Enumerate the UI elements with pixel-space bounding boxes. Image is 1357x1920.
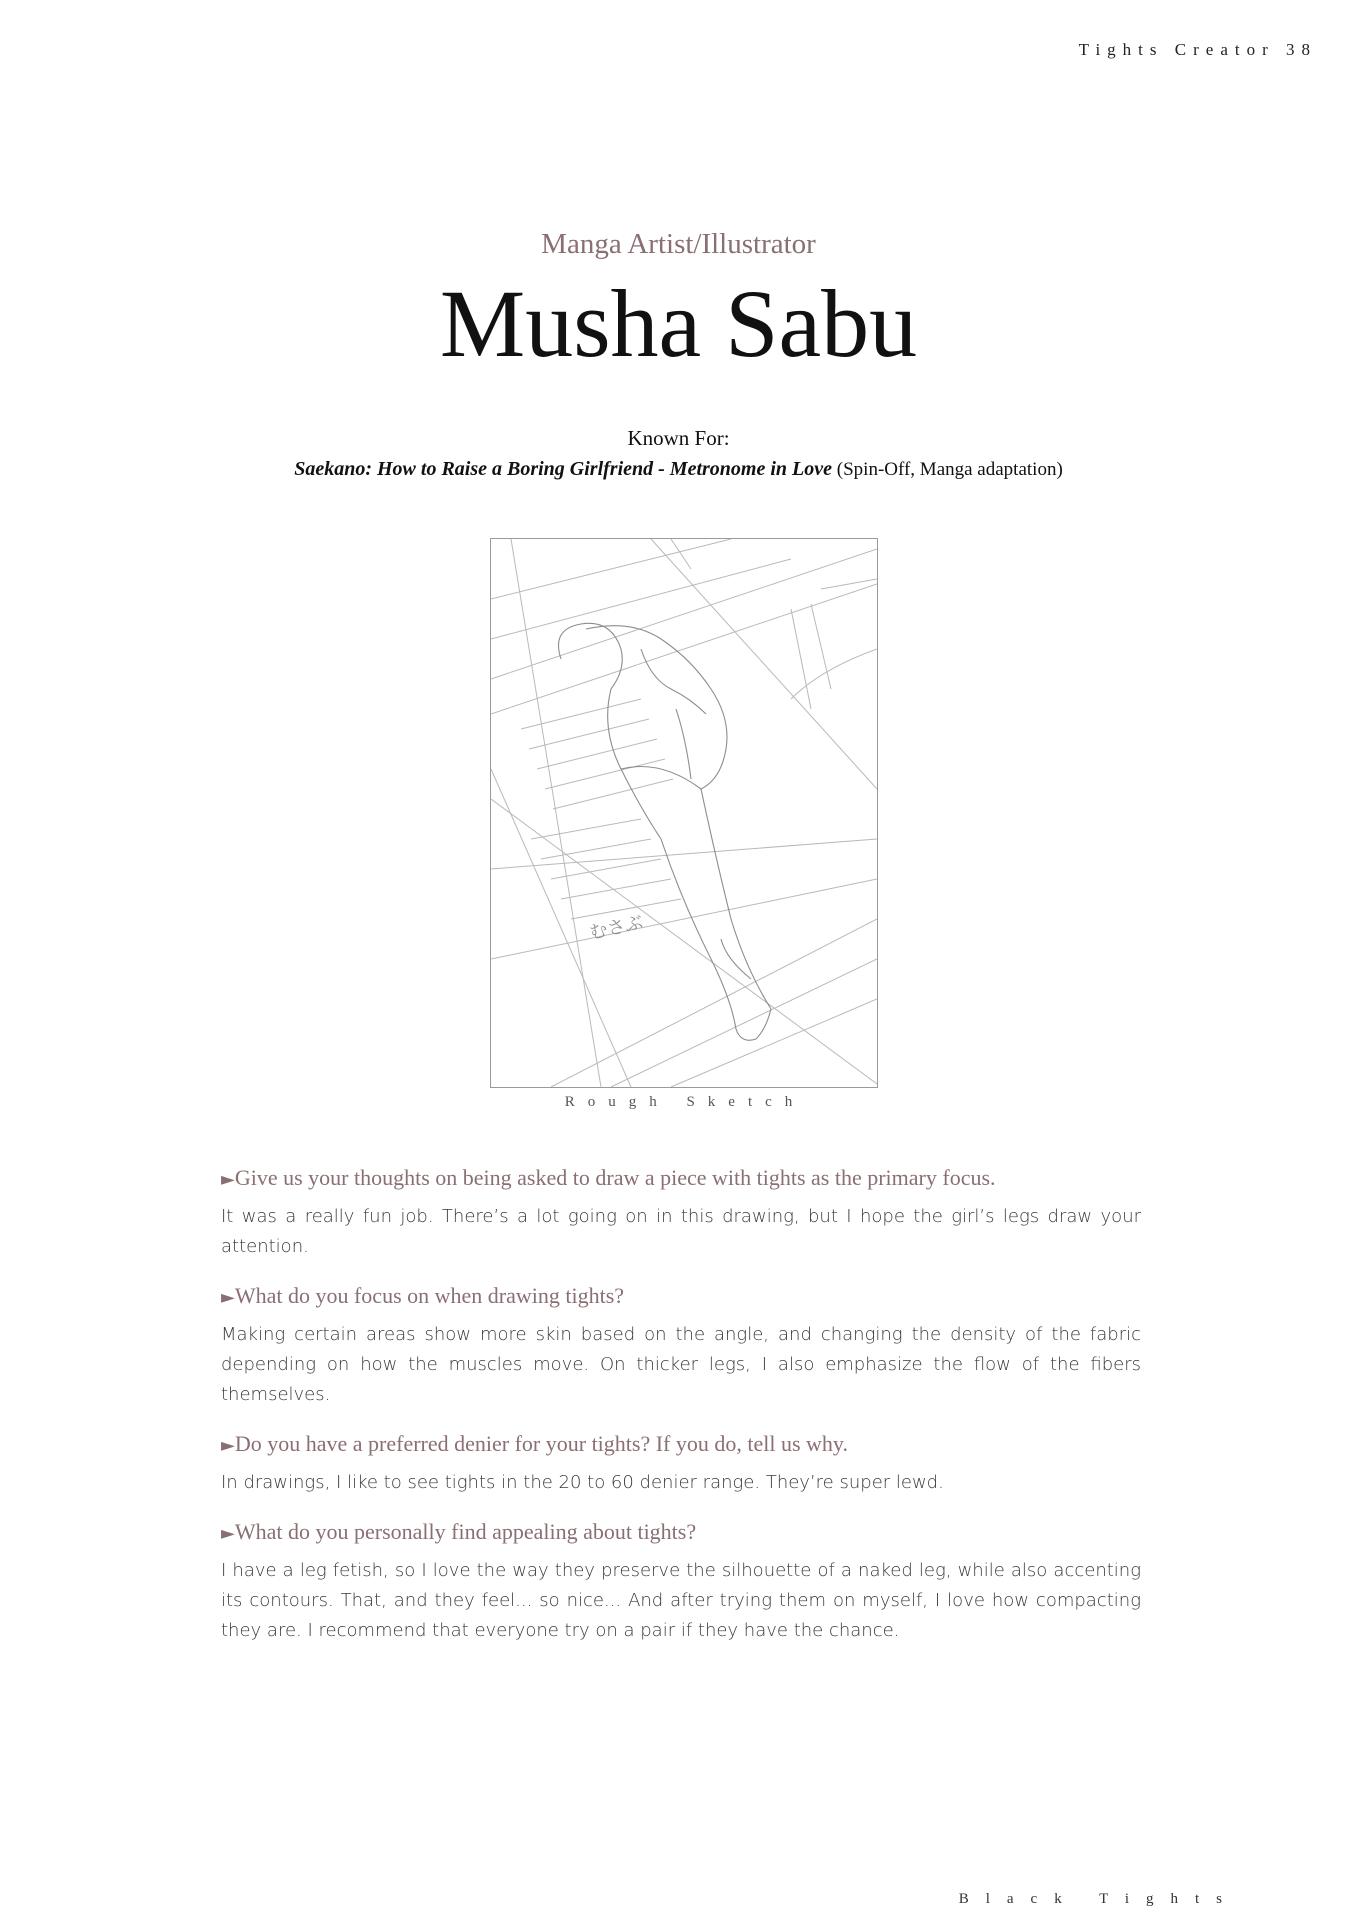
question-2: ►What do you focus on when drawing tights? — [221, 1283, 625, 1308]
question-4: ►What do you personally find appealing about tights? — [221, 1519, 697, 1544]
running-footer: Black Tights — [958, 1891, 1239, 1907]
sketch-signature: むさぶ — [587, 912, 645, 944]
known-for-title: Saekano: How to Raise a Boring Girlfriend - Metronome in Love — [294, 458, 833, 480]
creator-name: Musha Sabu — [439, 270, 918, 377]
known-for-works — [0, 458, 1357, 481]
rough-sketch-drawing — [491, 539, 877, 1087]
question-marker-icon: ► — [221, 1523, 235, 1544]
answer-1: It was a really fun job. There’s a lot going on in this drawing, but I hope the girl’s legs draw your attention. — [221, 1206, 1141, 1257]
question-marker-icon: ► — [221, 1169, 235, 1190]
creator-role: Manga Artist/Illustrator — [541, 228, 816, 260]
answer-3: In drawings, I like to see tights in the 20 to 60 denier range. They’re super lewd. — [221, 1472, 944, 1493]
question-1: ►Give us your thoughts on being asked to draw a piece with tights as the primary focus. — [221, 1165, 996, 1190]
answer-4: I have a leg fetish, so I love the way they preserve the silhouette of a naked leg, while also accenting its contours. That, and they feel... so nice... And after trying them on myself, I love how compacting they are. I recommend that everyone try on a pair if they have the chance. — [221, 1560, 1141, 1641]
rough-sketch-image — [490, 538, 878, 1088]
question-3: ►Do you have a preferred denier for your tights? If you do, tell us why. — [221, 1431, 849, 1456]
figure-caption: Rough Sketch — [564, 1094, 806, 1110]
interview-section — [221, 1164, 1141, 1666]
answer-2: Making certain areas show more skin based on the angle, and changing the density of the fabric depending on how the muscles move. On thicker legs, I also emphasize the flow of the fibers themselves. — [221, 1324, 1141, 1405]
running-header: Tights Creator 38 — [1078, 40, 1317, 59]
known-for-note: (Spin-Off, Manga adaptation) — [836, 459, 1063, 480]
known-for-label: Known For: — [627, 426, 730, 450]
question-marker-icon: ► — [221, 1435, 235, 1456]
question-marker-icon: ► — [221, 1287, 235, 1308]
